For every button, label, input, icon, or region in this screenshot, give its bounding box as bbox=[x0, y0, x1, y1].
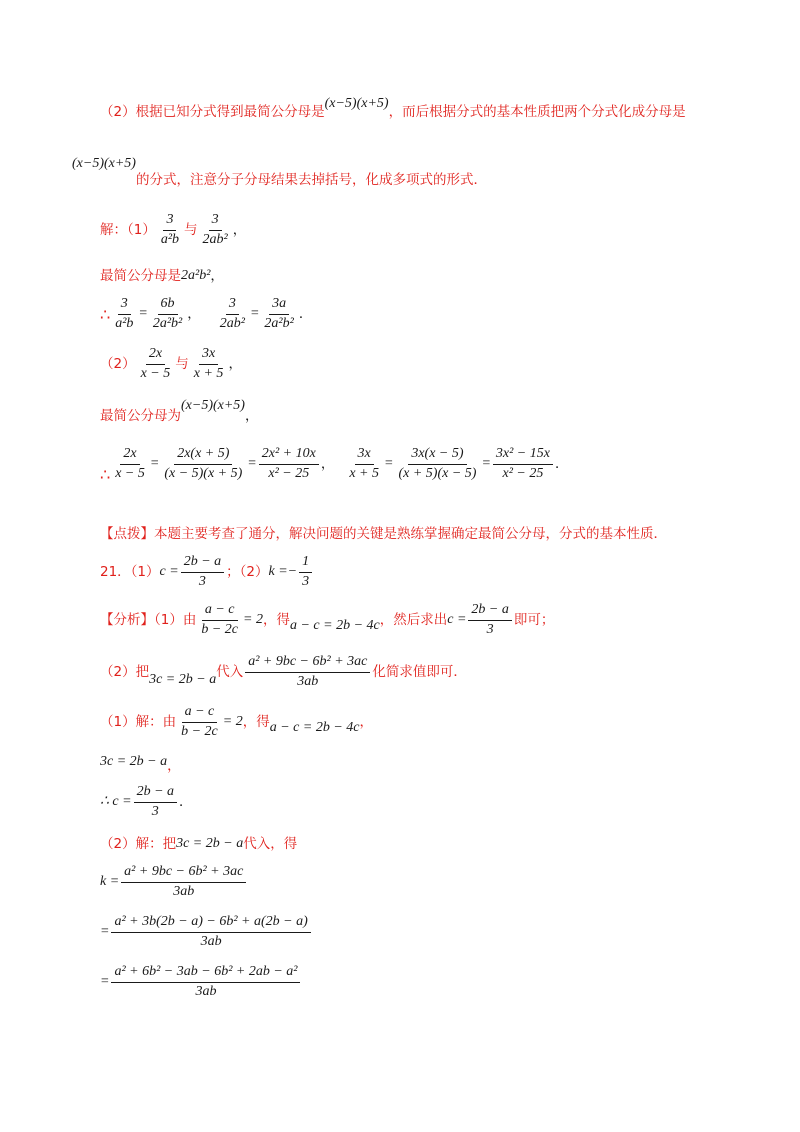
text: 代入 bbox=[216, 664, 244, 681]
fraction: $\frac{3x}{x + 5}$ bbox=[193, 346, 224, 381]
analysis-line-1 bbox=[100, 602, 554, 639]
fraction: $\frac{3}{\text{2ab²}}$ bbox=[219, 296, 245, 331]
text: = 2 bbox=[243, 611, 263, 627]
text: c = bbox=[447, 611, 467, 627]
fraction: $\frac{6b}{\text{2a²b²}}$ bbox=[152, 296, 183, 331]
text: ，得 bbox=[262, 612, 290, 629]
text: = bbox=[249, 305, 260, 321]
lcm-line-1 bbox=[100, 268, 224, 285]
text: = bbox=[247, 455, 257, 471]
k-step-2-line bbox=[100, 914, 313, 951]
text: ， bbox=[232, 222, 247, 239]
fraction: $\frac{\text{a² + 3b(2b − a) − 6b² + a(2b − a)}}{3ab}$ bbox=[111, 914, 310, 951]
result-c-line bbox=[100, 784, 193, 821]
text: ；（2） bbox=[226, 564, 269, 581]
fraction: $\frac{\text{a² + 9bc − 6b² + 3ac}}{3ab}$ bbox=[245, 654, 370, 691]
text: = bbox=[481, 455, 491, 471]
fraction: $\frac{3}{\text{2ab²}}$ bbox=[202, 212, 228, 247]
text: ， bbox=[320, 456, 335, 473]
text: − bbox=[287, 563, 298, 579]
fraction: $\frac{3x(x - 5)}{(x + 5)(x - 5)}$ bbox=[398, 446, 477, 481]
text: k = bbox=[100, 873, 120, 889]
text: ∴ bbox=[100, 304, 111, 324]
text: ， bbox=[228, 356, 242, 373]
text: = bbox=[149, 455, 160, 471]
solution-21-2-line bbox=[100, 836, 297, 853]
text: 最简公分母为 bbox=[100, 408, 181, 425]
text: 21．（1） bbox=[100, 564, 160, 581]
fraction: $\frac{\text{2x² + 10x}}{\text{x² − 25}}$ bbox=[259, 446, 319, 483]
text: = bbox=[100, 923, 110, 939]
text: ，然后求出 bbox=[379, 612, 448, 629]
text: ， bbox=[244, 408, 259, 425]
fraction: $\frac{\text{a² + 6b² − 3ab − 6b² + 2ab − a²}}{3ab}$ bbox=[111, 964, 300, 1001]
text-line-2 bbox=[72, 156, 487, 189]
k-expression-line bbox=[100, 864, 248, 901]
fraction: $\frac{2b - a}{3}$ bbox=[181, 554, 224, 591]
text: （2）解：把 bbox=[100, 836, 177, 853]
text: a − c = 2b − 4c bbox=[289, 617, 380, 633]
result-line-1 bbox=[100, 296, 312, 333]
result-line-2 bbox=[100, 446, 568, 483]
solution-21-1-line bbox=[100, 704, 373, 741]
text: ． bbox=[179, 794, 193, 811]
text: （2）把 bbox=[100, 664, 150, 681]
fraction: $\frac{3}{\text{a²b}}$ bbox=[160, 212, 180, 247]
fraction: $\frac{a - c}{b - 2c}$ bbox=[181, 704, 218, 739]
fraction: $\frac{2x}{x - 5}$ bbox=[140, 346, 171, 381]
text: ∴ c = bbox=[100, 793, 132, 809]
math: 2a²b² bbox=[181, 268, 211, 283]
math: (x−5)(x+5) bbox=[72, 156, 136, 171]
text: 与 bbox=[175, 356, 189, 373]
fraction: $\frac{3a}{\text{2a²b²}}$ bbox=[264, 296, 294, 331]
solution-1-line bbox=[100, 212, 246, 249]
text: 3c = 2b − a bbox=[176, 836, 244, 851]
text: ， bbox=[187, 306, 201, 323]
lcm-line-2 bbox=[100, 398, 259, 425]
fraction: $\frac{a - c}{b - 2c}$ bbox=[201, 602, 239, 637]
fraction: $\frac{\text{a² + 9bc − 6b² + 3ac}}{3ab}$ bbox=[121, 864, 246, 901]
text: 即可； bbox=[513, 612, 555, 629]
text: = bbox=[384, 455, 394, 471]
text: ，而后根据分式的基本性质把两个分式化成分母是 bbox=[388, 104, 686, 121]
text: = 2 bbox=[222, 713, 243, 729]
text: ． bbox=[298, 306, 313, 323]
text: 3c = 2b − a bbox=[100, 754, 168, 769]
math: (x−5)(x+5) bbox=[324, 96, 389, 111]
text: （2）根据已知分式得到最简公分母是 bbox=[100, 104, 325, 121]
fraction: $\frac{3}{\text{a²b}}$ bbox=[115, 296, 134, 331]
text: = bbox=[100, 973, 110, 989]
text: ，得 bbox=[242, 714, 270, 731]
text: a − c = 2b − 4c bbox=[269, 719, 360, 735]
fraction: $\frac{2b - a}{3}$ bbox=[468, 602, 511, 639]
text: ， bbox=[167, 758, 181, 775]
equation-line bbox=[100, 754, 181, 775]
text: 【分析】（1）由 bbox=[100, 612, 197, 629]
text: ． bbox=[554, 456, 569, 473]
solution-2-line bbox=[100, 346, 242, 383]
text: = bbox=[138, 305, 148, 321]
math: (x−5)(x+5) bbox=[181, 398, 245, 413]
text: （1）解：由 bbox=[100, 714, 177, 731]
text: 与 bbox=[184, 222, 198, 239]
text: 3c = 2b − a bbox=[149, 671, 217, 687]
fraction: $\frac{3x}{x + 5}$ bbox=[349, 446, 379, 481]
text: 化简求值即可． bbox=[372, 664, 467, 681]
analysis-line-2 bbox=[100, 654, 467, 691]
text: （2） bbox=[100, 356, 136, 373]
fraction: $\frac{2b - a}{3}$ bbox=[134, 784, 177, 821]
fraction: $\frac{2x}{x - 5}$ bbox=[115, 446, 145, 481]
text: ， bbox=[359, 714, 373, 731]
text: c = bbox=[159, 563, 179, 579]
fraction: $\frac{2x(x + 5)}{(x - 5)(x + 5)}$ bbox=[164, 446, 243, 481]
text: 解：（1） bbox=[100, 222, 156, 239]
text: k = bbox=[268, 563, 288, 579]
question-21-answer bbox=[100, 554, 314, 591]
text: ， bbox=[210, 268, 224, 285]
fraction: $\frac{\text{3x² − 15x}}{\text{x² − 25}}$ bbox=[493, 446, 553, 483]
text-line-1 bbox=[100, 96, 686, 121]
text: 的分式，注意分子分母结果去掉括号，化成多项式的形式． bbox=[135, 172, 487, 189]
k-step-3-line bbox=[100, 964, 302, 1001]
text: 代入，得 bbox=[243, 836, 298, 853]
fraction: $\frac{1}{3}$ bbox=[299, 554, 312, 591]
text: ∴ bbox=[100, 464, 111, 484]
tip-paragraph: 【点拨】本题主要考查了通分，解决问题的关键是熟练掌握确定最简公分母，分式的基本性质． bbox=[100, 526, 667, 542]
text: 最简公分母是 bbox=[100, 268, 181, 285]
